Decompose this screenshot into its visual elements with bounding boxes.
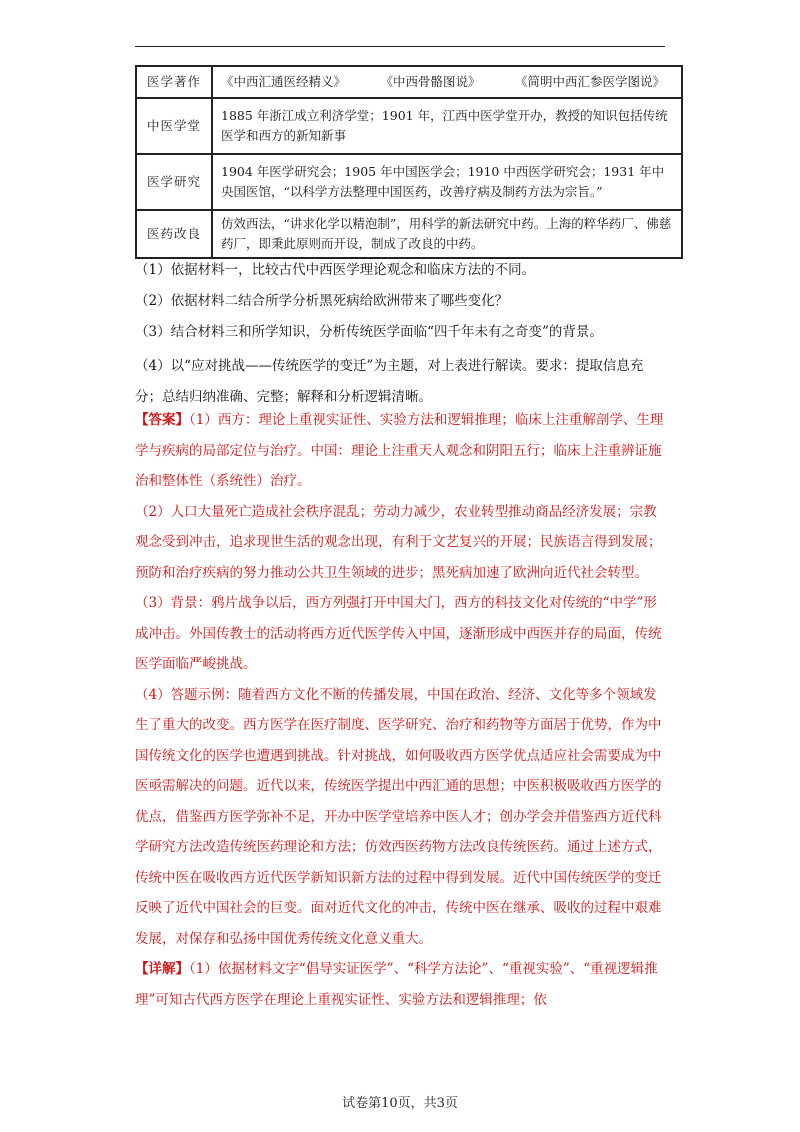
answer-part-1 [135, 405, 665, 497]
answer-section [135, 405, 665, 1015]
row-label: 医学研究 [136, 154, 212, 210]
answer-tag: 【答案】 [135, 412, 189, 428]
question-4: （4）以“应对挑战——传统医学的变迁”为主题，对上表进行解读。要求：提取信息充分；总结归纳准确、完整；解释和分析逻辑清晰。 [135, 358, 644, 405]
table-row [136, 154, 682, 210]
row-label: 中医学堂 [136, 98, 212, 154]
medicine-table [135, 65, 683, 259]
info-table [135, 65, 683, 251]
detail-tag: 【详解】 [135, 961, 189, 977]
question-1: （1）依据材料一，比较古代中西医学理论观念和临床方法的不同。 [135, 262, 536, 278]
book-list [212, 66, 682, 98]
book-title: 《中西骨骼图说》 [380, 74, 481, 89]
header-rule [135, 46, 665, 47]
answer-text-1: （1）西方：理论上重视实证性、实验方法和逻辑推理；临床上注重解剖学、生理学与疾病的局部定位与治疗。中国：理论上注重天人观念和阴阳五行；临床上注重辨证施治和整体性（系统性）治疗。 [135, 412, 664, 489]
book-title: 《简明中西汇参医学图说》 [514, 74, 665, 89]
detail-text-1: （1）依据材料文字“倡导实证医学”、“科学方法论”、“重视实验”、“重视逻辑推理”可知古代西方医学在理论上重视实证性、实验方法和逻辑推理；依 [135, 961, 658, 1008]
answer-part-4: （4）答题示例：随着西方文化不断的传播发展，中国在政治、经济、文化等多个领域发生了重大的改变。西方医学在医疗制度、医学研究、治疗和药物等方面居于优势，作为中国传统文化的医学也遭遇到挑战。针对挑战，如何吸收西方医学优点适应社会需要成为中医亟需解决的问题。近代以来，传统医学提出中西汇通的思想；中医积极吸收西方医学的优点，借鉴西方医学弥补不足，开办中医学堂培养中医人才；创办学会并借鉴西方近代科学研究方法改造传统医药理论和方法；仿效西医药物方法改良传统医药。通过上述方式，传统中医在吸收西方近代医学新知识新方法的过程中得到发展。近代中国传统医学的变迁反映了近代中国社会的巨变。面对近代文化的冲击，传统中医在继承、吸收的过程中艰难发展，对保存和弘扬中国优秀传统文化意义重大。 [135, 686, 662, 947]
row-text: 仿效西法，“讲求化学以精泡制”，用科学的新法研究中药。上海的粹华药厂、佛慈药厂，即秉此原则而开设，制成了改良的中药。 [212, 210, 682, 258]
question-3: （3）结合材料三和所学知识，分析传统医学面临“四千年未有之奇变”的背景。 [135, 324, 603, 340]
question-2: （2）依据材料二结合所学分析黑死病给欧洲带来了哪些变化？ [135, 293, 509, 309]
answer-part-3: （3）背景：鸦片战争以后，西方列强打开中国大门，西方的科技文化对传统的“中学”形成冲击。外国传教士的活动将西方近代医学传入中国，逐渐形成中西医并存的局面，传统医学面临严峻挑战。 [135, 595, 662, 672]
table-row [136, 66, 682, 98]
row-text: 1904 年医学研究会；1905 年中国医学会；1910 中西医学研究会；1931 年中央国医馆，“以科学方法整理中国医药，改善疗病及制药方法为宗旨。” [212, 154, 682, 210]
answer-part-2: （2）人口大量死亡造成社会秩序混乱；劳动力减少，农业转型推动商品经济发展；宗教观念受到冲击，追求现世生活的观念出现，有利于文艺复兴的开展；民族语言得到发展；预防和治疗疾病的努力推动公共卫生领域的进步；黑死病加速了欧洲向近代社会转型。 [135, 503, 662, 581]
row-label: 医学著作 [136, 66, 212, 98]
page-footer: 试卷第10页，共3页 [342, 1096, 458, 1111]
row-label: 医药改良 [136, 210, 212, 258]
row-text: 1885 年浙江成立利济学堂；1901 年，江西中医学堂开办，教授的知识包括传统医学和西方的新知新事 [212, 98, 682, 154]
table-row [136, 98, 682, 154]
book-title: 《中西汇通医经精义》 [221, 74, 347, 89]
detail-part-1 [135, 954, 665, 1015]
table-row [136, 210, 682, 258]
